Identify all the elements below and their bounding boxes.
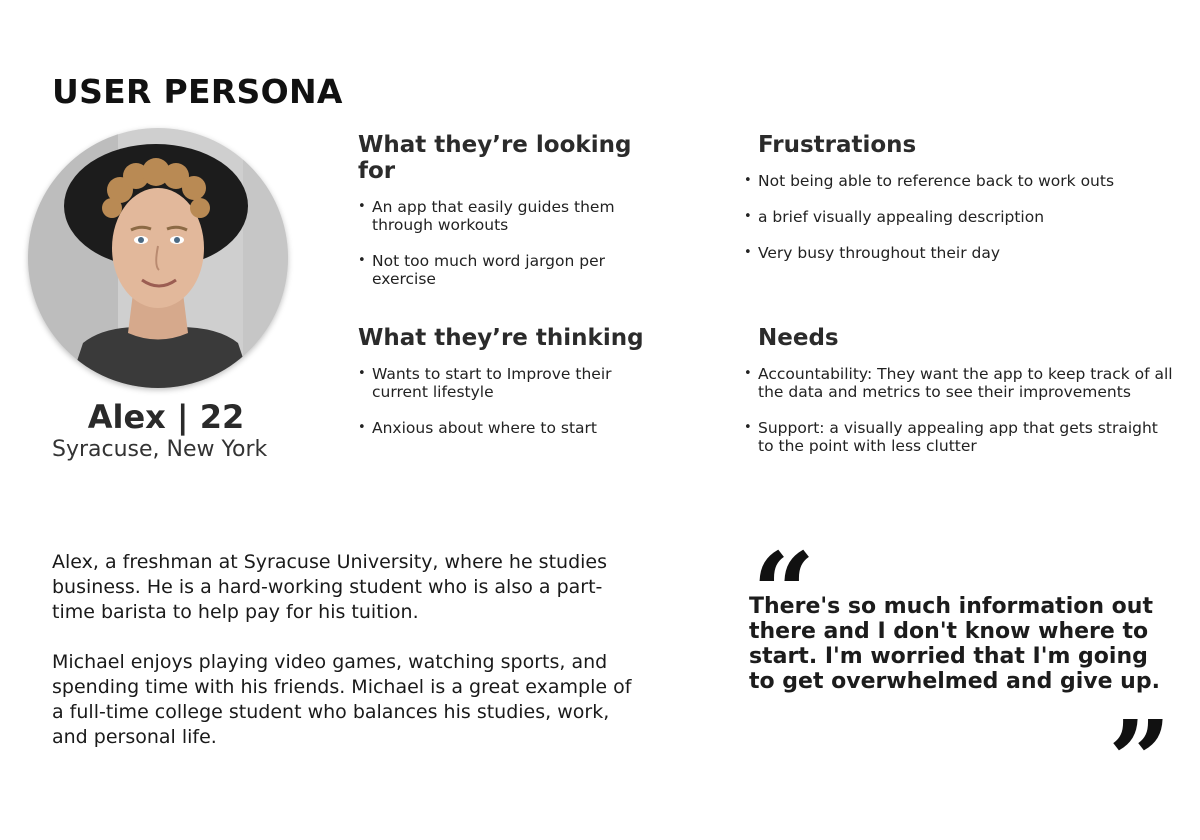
needs-list — [744, 365, 1174, 455]
close-quote-icon: ” — [1108, 696, 1172, 825]
persona-location: Syracuse, New York — [52, 437, 268, 462]
bio-paragraph: Michael enjoys playing video games, watching sports, and spending time with his friends. Michael is a great example of a full-time college student who balances his studies, work, and personal life. — [52, 651, 632, 748]
thinking-section — [358, 325, 668, 455]
list-item: • Accountability: They want the app to keep track of all the data and metrics to see their improvements — [744, 365, 1174, 401]
list-item: • Support: a visually appealing app that gets straight to the point with less clutter — [744, 419, 1174, 455]
list-item: • Not being able to reference back to work outs — [744, 172, 1174, 190]
frustrations-section — [744, 132, 1174, 280]
looking-for-section — [358, 132, 668, 306]
list-item: • An app that easily guides them through workouts — [358, 198, 668, 234]
persona-quote: There's so much information out there and I don't know where to start. I'm worried that I'm going to get overwhelmed and give up. — [749, 594, 1160, 694]
looking-for-heading: What they’re looking for — [358, 132, 632, 184]
list-item: • Not too much word jargon per exercise — [358, 252, 668, 288]
page-title: USER PERSONA — [52, 72, 343, 111]
persona-name: Alex | 22 — [87, 398, 245, 436]
thinking-list — [358, 365, 668, 437]
list-item: • Anxious about where to start — [358, 419, 668, 437]
frustrations-heading: Frustrations — [758, 132, 917, 158]
needs-heading: Needs — [758, 325, 839, 351]
thinking-heading: What they’re thinking — [358, 325, 644, 351]
list-item: • Wants to start to Improve their current lifestyle — [358, 365, 668, 401]
avatar — [28, 128, 288, 388]
bio — [52, 550, 642, 775]
list-item: • a brief visually appealing description — [744, 208, 1174, 226]
looking-for-list — [358, 198, 668, 288]
needs-section — [744, 325, 1174, 473]
portrait-photo — [28, 128, 288, 388]
list-item: • Very busy throughout their day — [744, 244, 1174, 262]
bio-paragraph: Alex, a freshman at Syracuse University, where he studies business. He is a hard-working student who is also a part-time barista to help pay for his tuition. — [52, 551, 607, 623]
frustrations-list — [744, 172, 1174, 262]
open-quote-icon: “ — [752, 528, 816, 657]
